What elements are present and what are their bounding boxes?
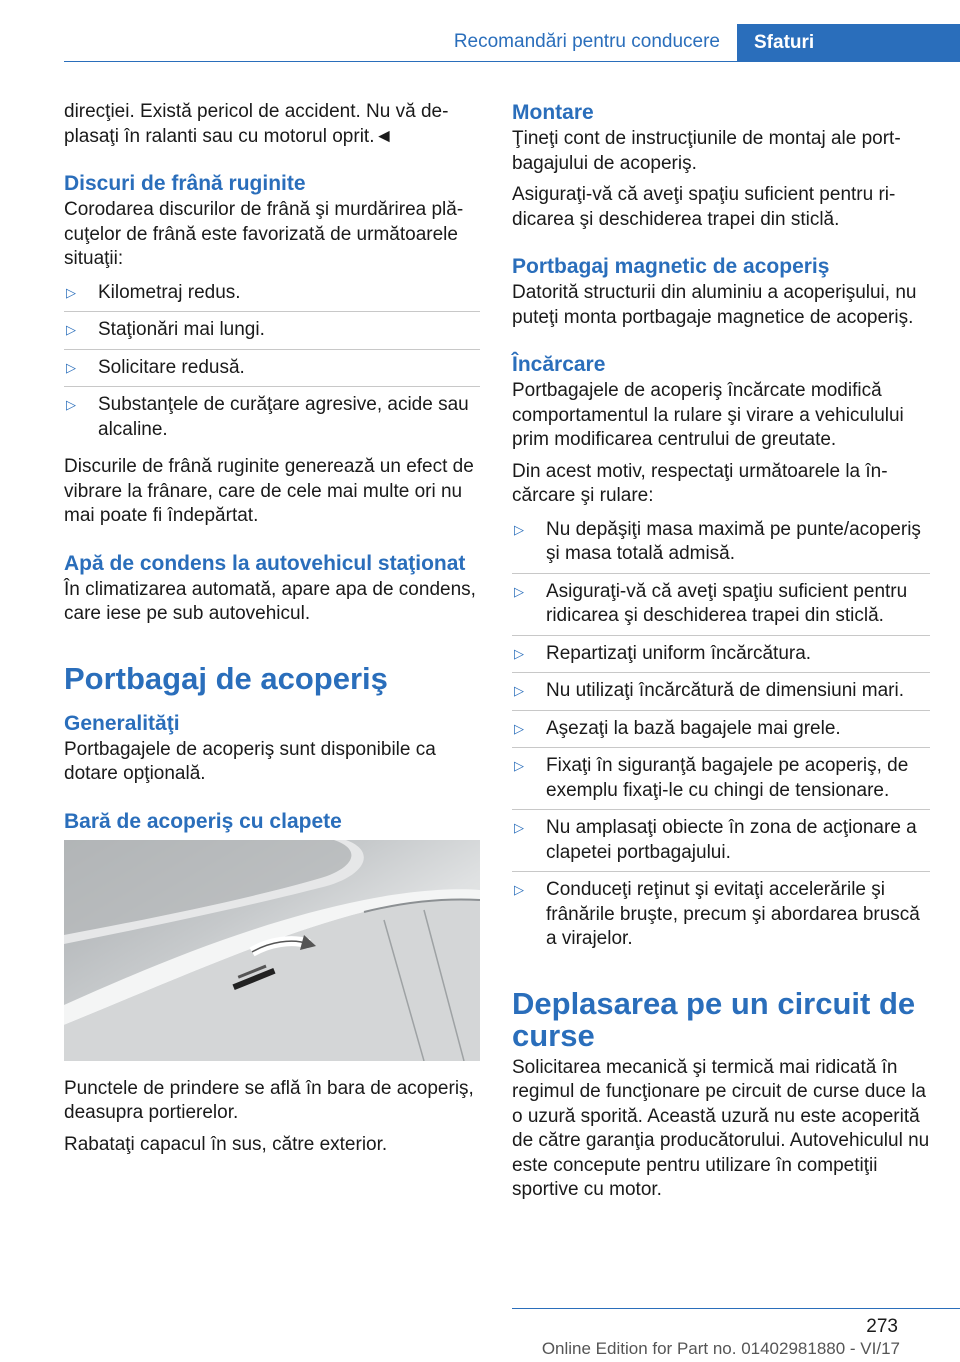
paragraph-intro: direcţiei. Există pericol de accident. Nu vă deplasaţi în ralanti sau cu motorul oprit.◄: [64, 101, 449, 147]
list-item: ▷ Conduceţi reţinut şi evitaţi accelerările şi frânările bruşte, precum şi abordarea bruscă a virajelor.: [512, 871, 930, 958]
heading-magnetic-rack: Portbagaj magnetic de acoperiş: [512, 255, 830, 278]
heading-general: Generalităţi: [64, 711, 180, 735]
list-item: ▷ Aşezaţi la bază bagajele mai grele.: [512, 710, 930, 748]
heading-roof-bar: Bară de acoperiş cu clapete: [64, 809, 342, 833]
heading-condensation: Apă de condens la autovehicul staţionat: [64, 551, 466, 575]
footer-rule: [512, 1308, 960, 1309]
list-item: ▷ Substanţele de curăţare agresive, acide sau alcaline.: [64, 386, 480, 448]
roof-rail-illustration: [64, 840, 480, 1061]
list-item: ▷ Staţionări mai lungi.: [64, 311, 480, 349]
paragraph-race-track: Solicitarea mecanică şi termică mai ridicată în regimul de funcţionare pe circuit de curse duce la o uzură sporită. Această uzură nu este acoperită de către garanţia producătorului. Autovehiculul nu este concepute pentru utilizare în competiţii sportive cu motor.: [512, 1056, 930, 1200]
paragraph-condensation: În climatizarea automată, apare apa de condens, care iese pe sub autovehicul.: [64, 578, 476, 624]
list-item: ▷ Repartizaţi uniform încărcătura.: [512, 635, 930, 673]
list-item: ▷ Nu depăşiţi masa maximă pe punte/acoperiş şi masa totală admisă.: [512, 516, 930, 573]
list-item: ▷ Solicitare redusă.: [64, 349, 480, 387]
heading-rusty-brakes: Discuri de frână ruginite: [64, 172, 306, 195]
heading-race-track: Deplasarea pe un circuit de curse: [512, 985, 916, 1053]
paragraph-magnetic: Datorită structurii din aluminiu a acoperişului, nu puteţi monta portbagaje magnetice de acoperiş.: [512, 282, 917, 328]
paragraph-rust-effect: Discurile de frână ruginite generează un efect de vibrare la frânare, care de cele mai multe ori nu mai poate fi îndepărtat.: [64, 456, 474, 526]
paragraph-rust: Corodarea discurilor de frână şi murdărirea plăcuţelor de frână este favorizată de următoarele situaţii:: [64, 199, 464, 269]
heading-mounting: Montare: [512, 101, 594, 124]
list-item: ▷ Nu utilizaţi încărcătură de dimensiuni mari.: [512, 672, 930, 710]
paragraph-mount-2: Asiguraţi-vă că aveţi spaţiu suficient pentru ridicarea şi deschiderea trapei din sticlă.: [512, 184, 896, 230]
paragraph-mount-points: Punctele de prindere se află în bara de acoperiş, deasupra portierelor.: [64, 1077, 474, 1123]
list-item: ▷ Asiguraţi-vă că aveţi spaţiu suficient pentru ridicarea şi deschiderea trapei din sticlă.: [512, 573, 930, 635]
page-header: [0, 0, 960, 62]
roof-rail-drawing: [64, 840, 480, 1061]
rust-causes-list: [64, 279, 480, 449]
footer-edition: Online Edition for Part no. 01402981880 - VI/17: [541, 1339, 900, 1358]
paragraph-load-1: Portbagajele de acoperiş încărcate modifică comportamentul la rulare şi virare a vehiculului prim modificarea centrului de greutate.: [512, 380, 904, 450]
right-column: [512, 100, 930, 1210]
list-item: ▷ Kilometraj redus.: [64, 279, 480, 312]
header-rule: [64, 61, 960, 62]
paragraph-mount-1: Ţineţi cont de instrucţiunile de montaj ale portbagajului de acoperiş.: [512, 128, 901, 174]
page-number: 273: [866, 1316, 898, 1337]
paragraph-general: Portbagajele de acoperiş sunt disponibile ca dotare opţională.: [64, 738, 436, 784]
paragraph-flip-cover: Rabataţi capacul în sus, către exterior.: [64, 1133, 388, 1155]
left-column: [64, 100, 480, 1164]
loading-rules-list: [512, 516, 930, 958]
heading-loading: Încărcare: [512, 353, 606, 376]
list-item: ▷ Nu amplasaţi obiecte în zona de acţionare a clapetei portbagajului.: [512, 809, 930, 871]
heading-roof-rack: Portbagaj de acoperiş: [64, 660, 388, 696]
header-section-title: Recomandări pentru conducere: [453, 31, 720, 52]
list-item: ▷ Fixaţi în siguranţă bagajele pe acoperiş, de exemplu fixaţi-le cu chingi de tensionare.: [512, 747, 930, 809]
paragraph-load-2: Din acest motiv, respectaţi următoarele la încărcare şi rulare:: [512, 460, 888, 506]
header-tab-sfaturi: Sfaturi: [737, 24, 960, 62]
